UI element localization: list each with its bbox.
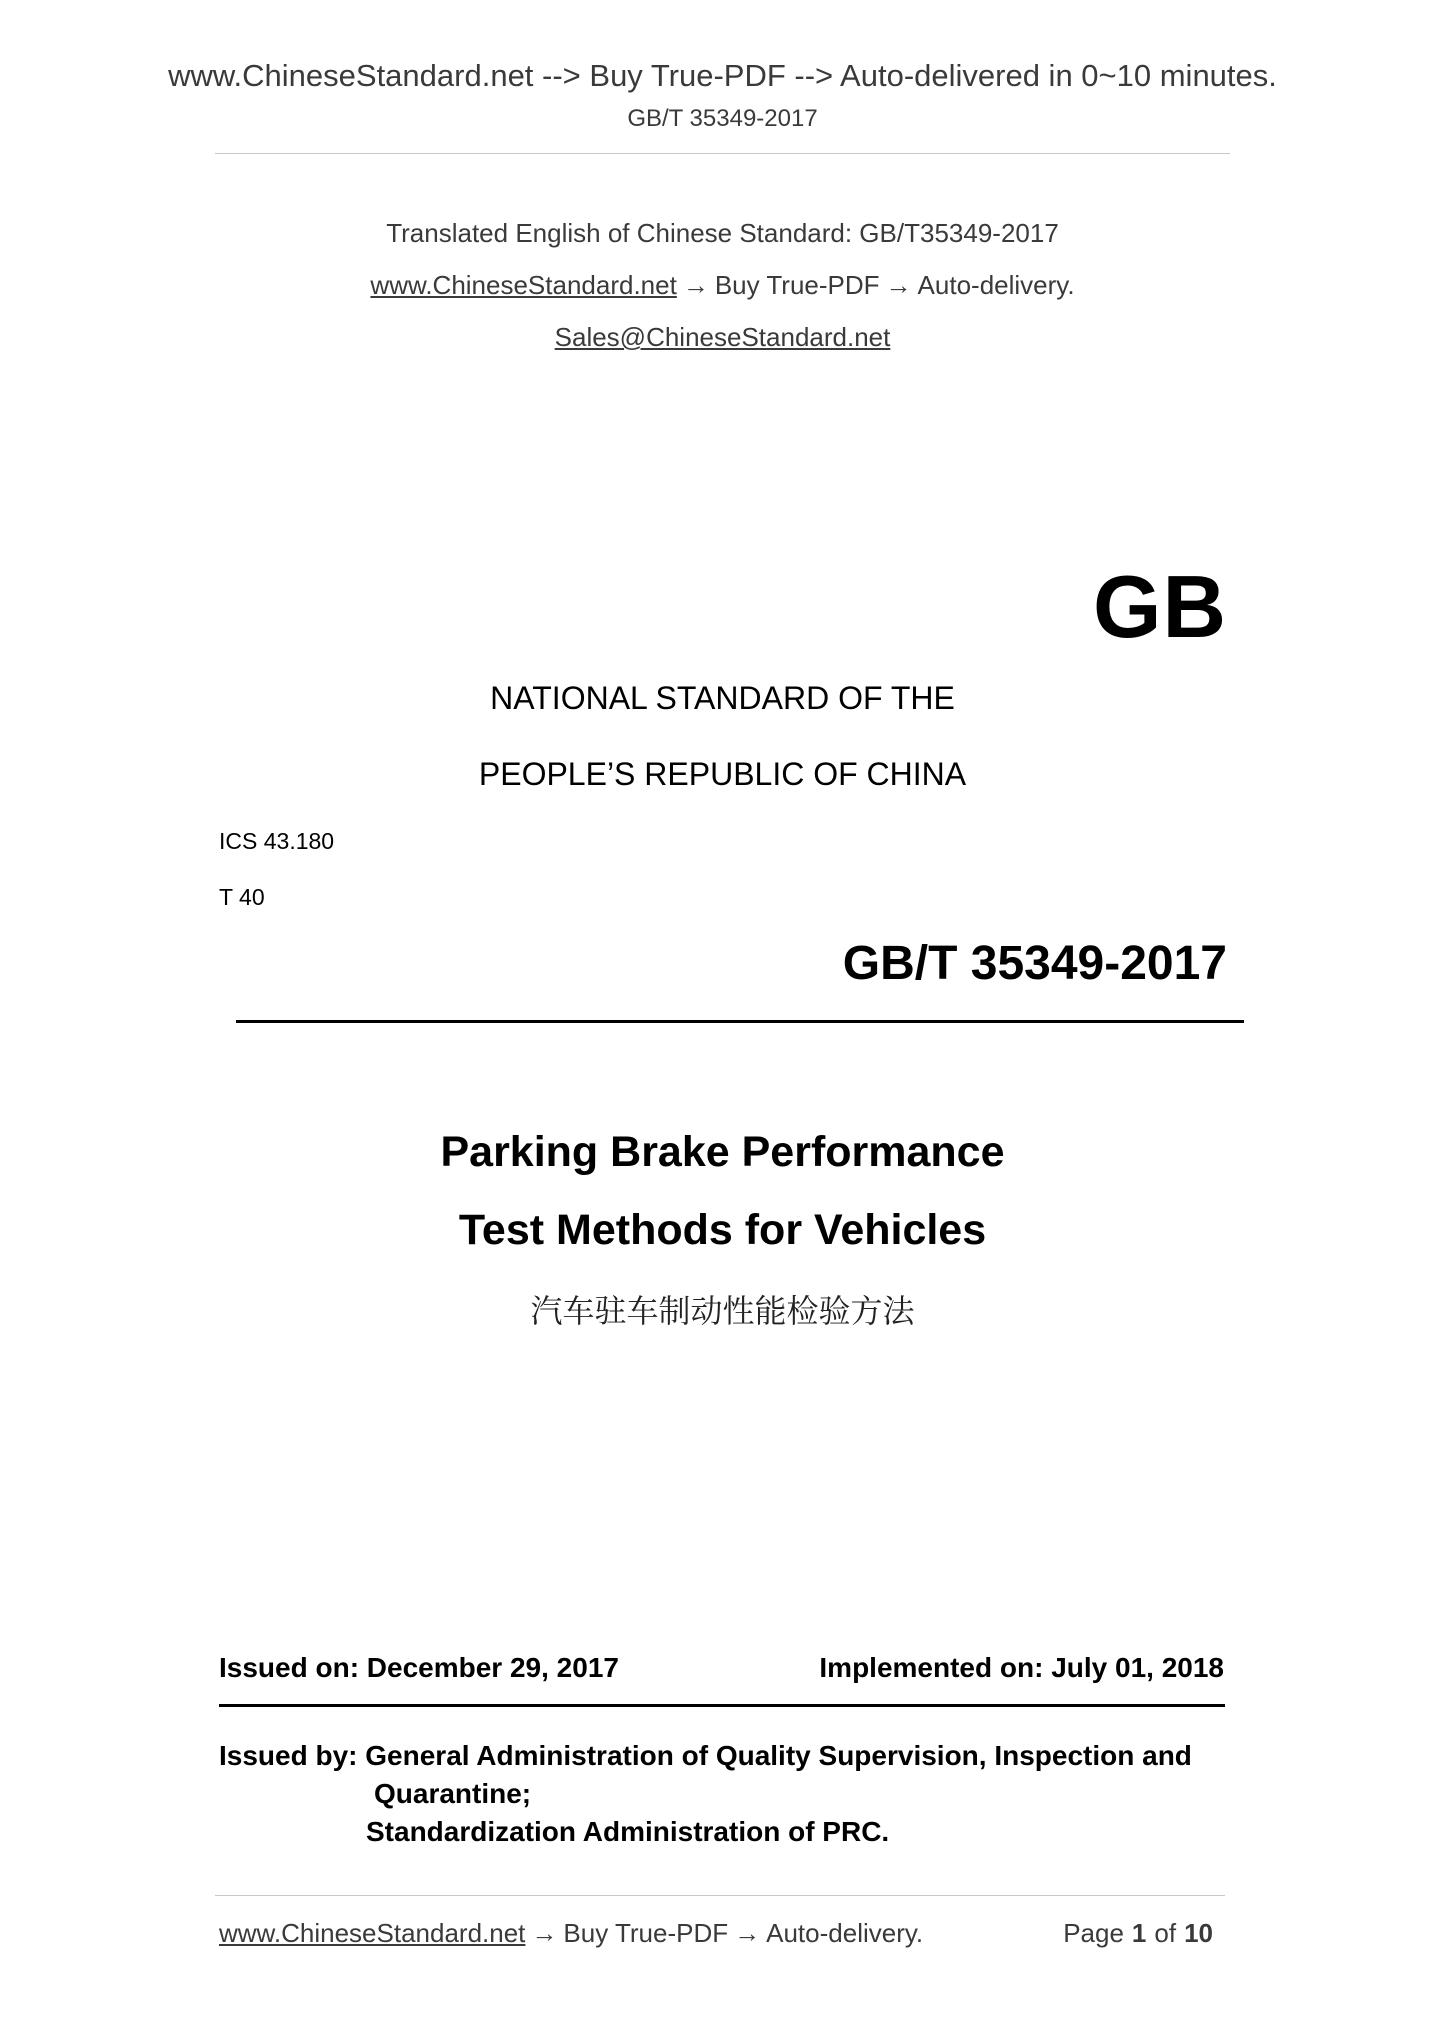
header-divider bbox=[215, 153, 1230, 154]
implemented-on-date: Implemented on: July 01, 2018 bbox=[819, 1652, 1224, 1683]
footer-site-link[interactable]: www.ChineseStandard.net bbox=[219, 1918, 526, 1948]
sales-line bbox=[0, 322, 1445, 353]
national-standard-line-1: NATIONAL STANDARD OF THE bbox=[490, 680, 955, 716]
page-total: 10 bbox=[1184, 1918, 1213, 1948]
arrow-right-icon: → bbox=[734, 1918, 761, 1948]
page-indicator bbox=[1063, 1918, 1221, 1949]
issued-by-authority-2: Quarantine; bbox=[374, 1778, 532, 1809]
gb-logo: GB bbox=[1093, 557, 1227, 656]
issued-by-authority-3: Standardization Administration of PRC. bbox=[366, 1816, 890, 1847]
ics-code: ICS 43.180 bbox=[219, 828, 335, 854]
footer-links bbox=[219, 1918, 923, 1949]
site-link[interactable]: www.ChineseStandard.net bbox=[370, 270, 677, 300]
dates-divider bbox=[219, 1704, 1225, 1707]
header-standard-code: GB/T 35349-2017 bbox=[627, 105, 818, 132]
translated-notice: Translated English of Chinese Standard: GB/T35349-2017 bbox=[386, 218, 1059, 248]
arrow-right-icon: → bbox=[885, 270, 912, 300]
of-label: of bbox=[1154, 1918, 1177, 1948]
buy-text: Buy True-PDF bbox=[714, 270, 880, 300]
sales-email-link[interactable]: Sales@ChineseStandard.net bbox=[554, 322, 891, 352]
footer-auto-delivery-text: Auto-delivery. bbox=[766, 1918, 924, 1948]
header-banner: www.ChineseStandard.net --> Buy True-PDF --> Auto-delivered in 0~10 minutes. bbox=[168, 58, 1277, 93]
footer-buy-text: Buy True-PDF bbox=[563, 1918, 729, 1948]
issued-by-authority-1: General Administration of Quality Supervision, Inspection and bbox=[365, 1740, 1192, 1771]
standard-number: GB/T 35349-2017 bbox=[842, 937, 1227, 990]
issued-by-block bbox=[219, 1737, 1229, 1851]
title-chinese: 汽车驻车制动性能检验方法 bbox=[530, 1293, 915, 1329]
arrow-right-icon: → bbox=[682, 270, 709, 300]
t-code: T 40 bbox=[219, 884, 265, 910]
footer-divider bbox=[215, 1895, 1225, 1896]
title-line-2: Test Methods for Vehicles bbox=[458, 1206, 987, 1254]
issued-by-label: Issued by: bbox=[219, 1740, 358, 1771]
arrow-right-icon: → bbox=[531, 1918, 558, 1948]
national-standard-line-2: PEOPLE’S REPUBLIC OF CHINA bbox=[478, 756, 967, 792]
issued-by-line-1 bbox=[219, 1737, 1229, 1775]
issued-on-date: Issued on: December 29, 2017 bbox=[219, 1652, 619, 1683]
page-number: 1 bbox=[1131, 1918, 1147, 1948]
auto-delivery-text: Auto-delivery. bbox=[917, 270, 1075, 300]
standard-number-divider bbox=[236, 1020, 1244, 1023]
page-label: Page bbox=[1063, 1918, 1124, 1948]
title-line-1: Parking Brake Performance bbox=[440, 1128, 1005, 1176]
buy-line bbox=[0, 270, 1445, 301]
